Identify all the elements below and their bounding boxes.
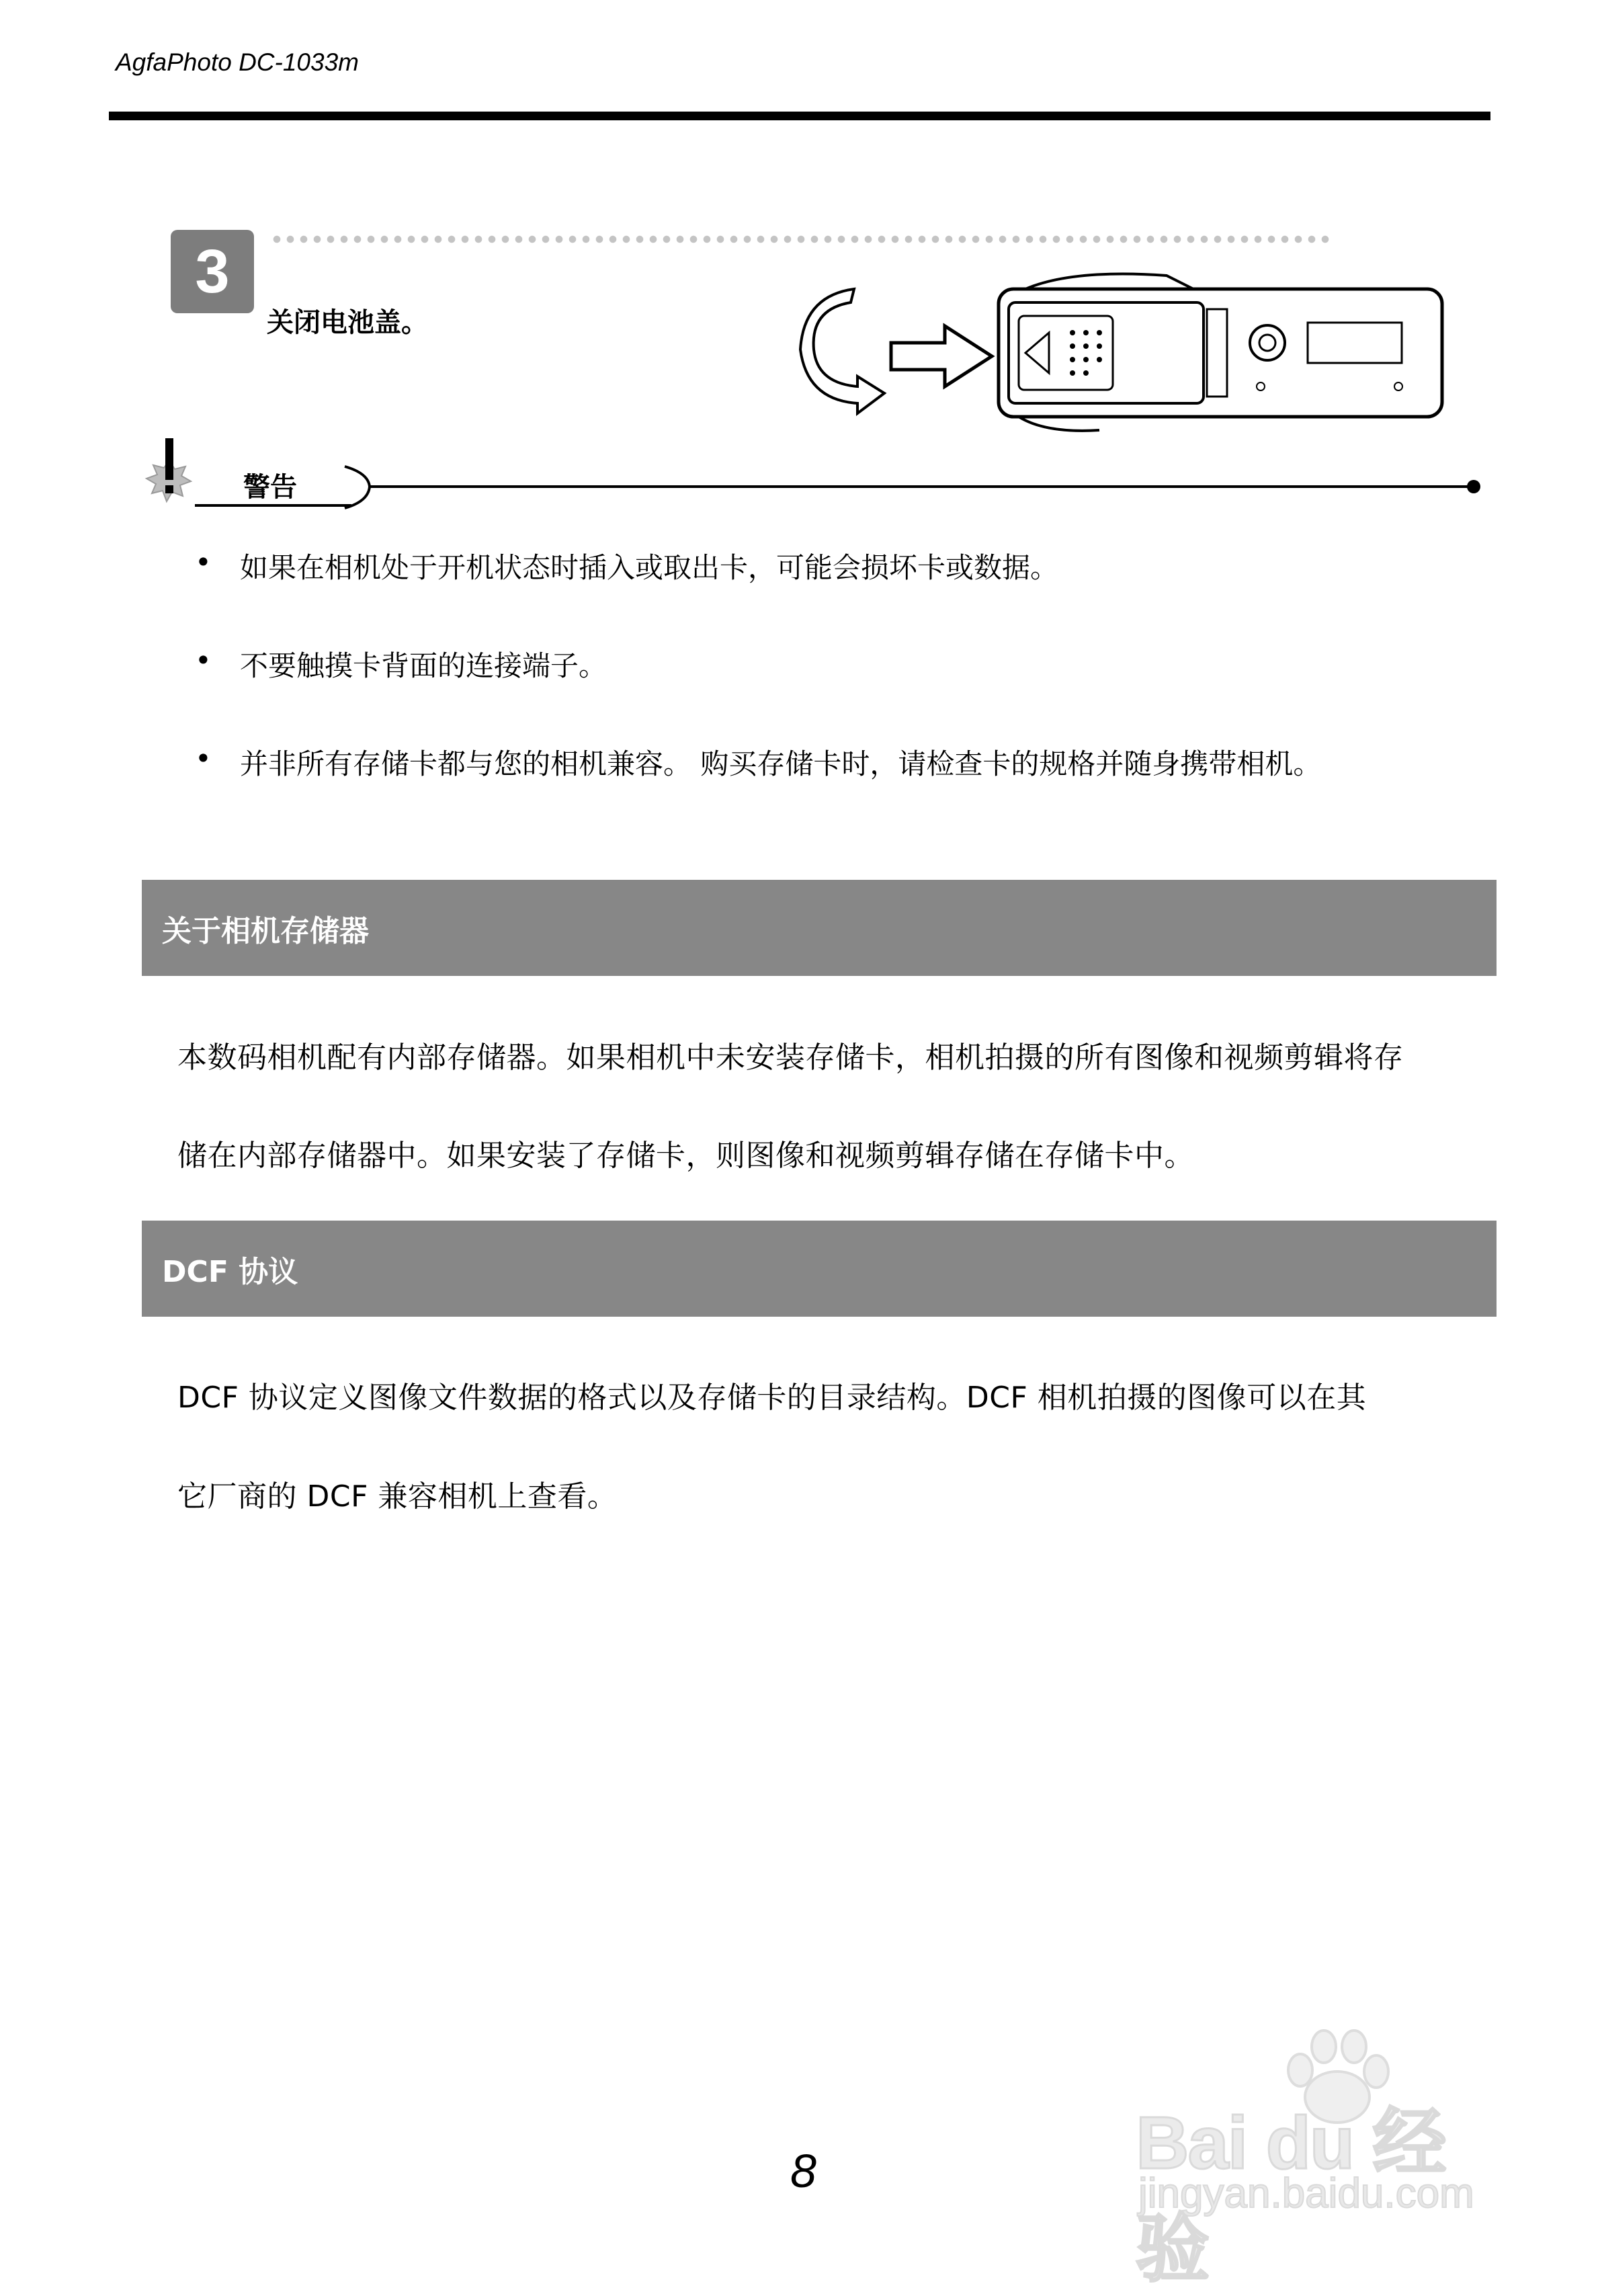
label-plate	[1308, 323, 1402, 363]
warning-icon	[142, 437, 196, 511]
paragraph-line: 本数码相机配有内部存储器。如果相机中未安装存储卡，相机拍摄的所有图像和视频剪辑将存	[177, 1040, 1404, 1075]
warning-item: 并非所有存储卡都与您的相机兼容。 购买存储卡时，请检查卡的规格并随身携带相机。	[240, 747, 1322, 780]
bullet-dot: •	[195, 644, 212, 677]
right-arrow-icon	[891, 326, 992, 386]
warning-item: 如果在相机处于开机状态时插入或取出卡，可能会损坏卡或数据。	[240, 551, 1059, 584]
section-header-memory	[142, 880, 1497, 976]
header-title: AgfaPhoto DC-1033m	[116, 48, 359, 76]
rotate-arrow-icon	[800, 289, 884, 413]
step-number-badge: 3	[171, 230, 254, 313]
paragraph-line: 它厂商的 DCF 兼容相机上查看。	[177, 1479, 618, 1514]
section-title: DCF 协议	[162, 1254, 298, 1289]
page-number: 8	[790, 2145, 816, 2197]
watermark-url: jingyan.baidu.com	[1138, 2170, 1474, 2217]
warning-divider	[194, 458, 1484, 512]
paragraph-line: DCF 协议定义图像文件数据的格式以及存储卡的目录结构。DCF 相机拍摄的图像可以在其	[177, 1381, 1367, 1415]
section-header-dcf	[142, 1221, 1497, 1317]
section-title: 关于相机存储器	[162, 913, 369, 948]
paragraph-line: 储在内部存储器中。如果安装了存储卡，则图像和视频剪辑存储在存储卡中。	[177, 1139, 1194, 1173]
watermark-brand: Bai du 经验	[1136, 2102, 1445, 2291]
bullet-dot: •	[195, 742, 212, 775]
bullet-dot: •	[195, 546, 212, 579]
warning-item: 不要触摸卡背面的连接端子。	[240, 649, 607, 682]
header-rule	[109, 112, 1490, 120]
warning-label: 警告	[243, 472, 297, 503]
camera-battery-cover-illustration	[790, 269, 1449, 437]
dotted-divider	[270, 235, 1332, 243]
step-instruction: 关闭电池盖。	[267, 307, 428, 338]
baidu-watermark	[1136, 2023, 1512, 2291]
